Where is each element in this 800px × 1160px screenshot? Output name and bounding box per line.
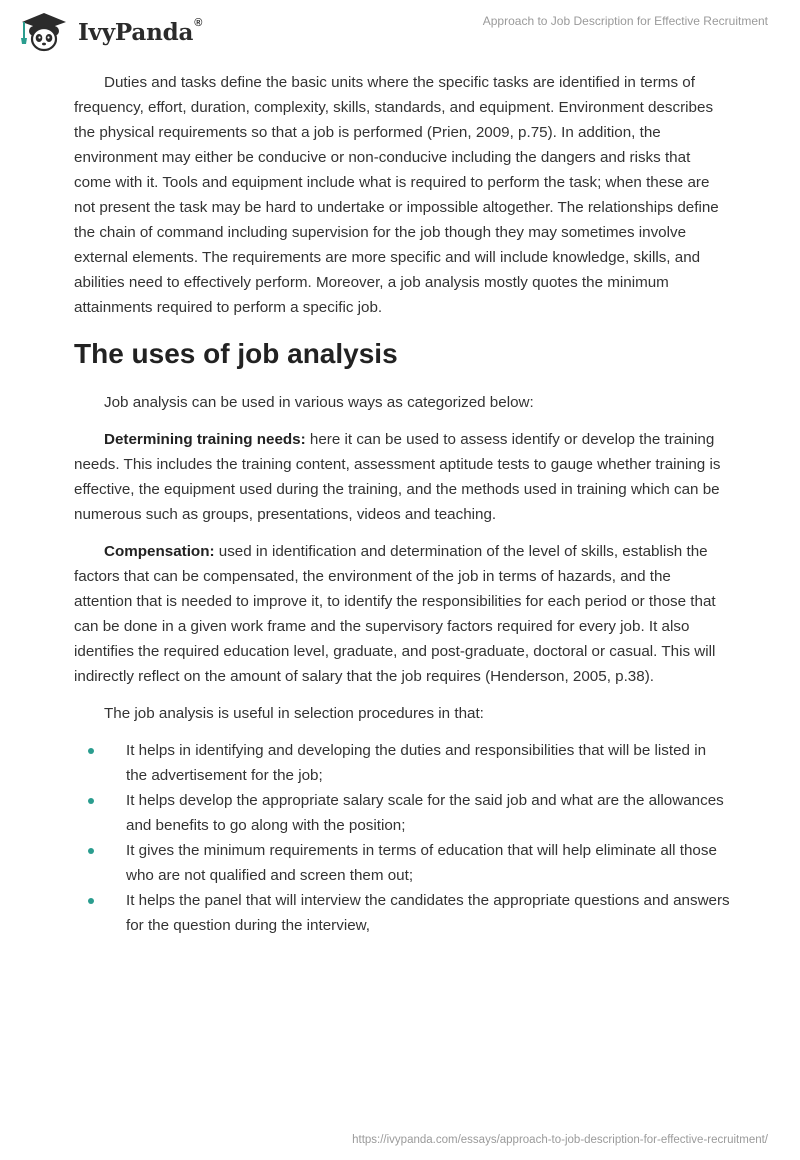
brand-name: IvyPanda® (78, 16, 203, 46)
bullet-icon (88, 748, 94, 754)
list-item (74, 788, 730, 838)
paragraph-selection-intro: The job analysis is useful in selection procedures in that: (104, 705, 484, 722)
footer-url-link[interactable]: https://ivypanda.com/essays/approach-to-job-description-for-effective-recruitment/ (352, 1134, 768, 1146)
brand-logo[interactable] (14, 10, 202, 52)
training-label: Determining training needs: (104, 431, 306, 448)
section-heading: The uses of job analysis (74, 338, 398, 369)
list-item (74, 738, 730, 788)
training-text: here it can be used to assess identify or develop the training needs. This includes the training content, assessment aptitude tests to gauge whether training is effective, the equipment used during the training, and the methods used in training which can be numerous such as groups, presentations, videos and teaching. (74, 431, 721, 523)
bullet-text: It helps develop the appropriate salary scale for the said job and what are the allowances and benefits to go along with the position; (126, 792, 724, 834)
list-item (74, 838, 730, 888)
essay-content (74, 70, 730, 938)
compensation-label: Compensation: (104, 543, 215, 560)
bullet-text: It helps the panel that will interview the candidates the appropriate questions and answers for the question during the interview, (126, 892, 730, 934)
compensation-text: used in identification and determination of the level of skills, establish the factors that can be compensated, the environment of the job in terms of hazards, and the attention that is needed to improve it, to identify the responsibilities for each period or those that can be done in a given work frame and the supervisory factors required for every job. It also identifies the required education level, graduate, and post-graduate, doctoral or casual. This will indirectly reflect on the amount of salary that the job requires (Henderson, 2005, p.38). (74, 543, 716, 685)
selection-bullet-list (74, 738, 730, 938)
paragraph-duties: Duties and tasks define the basic units where the specific tasks are identified in terms of frequency, effort, duration, complexity, skills, standards, and equipment. Environment describes the physical requirements so that a job is performed (Prien, 2009, p.75). In addition, the environment may either be conducive or non-conducive including the dangers and risks that come with it. Tools and equipment include what is required to perform the task; when these are not present the task may be hard to undertake or impossible altogether. The relationships define the chain of command including supervision for the job though they may sometimes involve external elements. The requirements are more specific and will include knowledge, skills, and abilities need to effectively perform. Moreover, a job analysis mostly quotes the minimum attainments required to perform a specific job. (74, 74, 719, 316)
bullet-icon (88, 898, 94, 904)
bullet-text: It helps in identifying and developing the duties and responsibilities that will be listed in the advertisement for the job; (126, 742, 707, 784)
document-title: Approach to Job Description for Effective Recruitment (482, 14, 768, 28)
bullet-text: It gives the minimum requirements in terms of education that will help eliminate all those who are not qualified and screen them out; (126, 842, 717, 884)
paragraph-intro: Job analysis can be used in various ways as categorized below: (104, 394, 534, 411)
panda-graduate-icon (14, 10, 72, 52)
page-header (0, 0, 800, 66)
registered-mark: ® (194, 16, 203, 29)
list-item (74, 888, 730, 938)
paragraph-training (74, 427, 730, 527)
bullet-icon (88, 798, 94, 804)
bullet-icon (88, 848, 94, 854)
paragraph-compensation (74, 539, 730, 689)
